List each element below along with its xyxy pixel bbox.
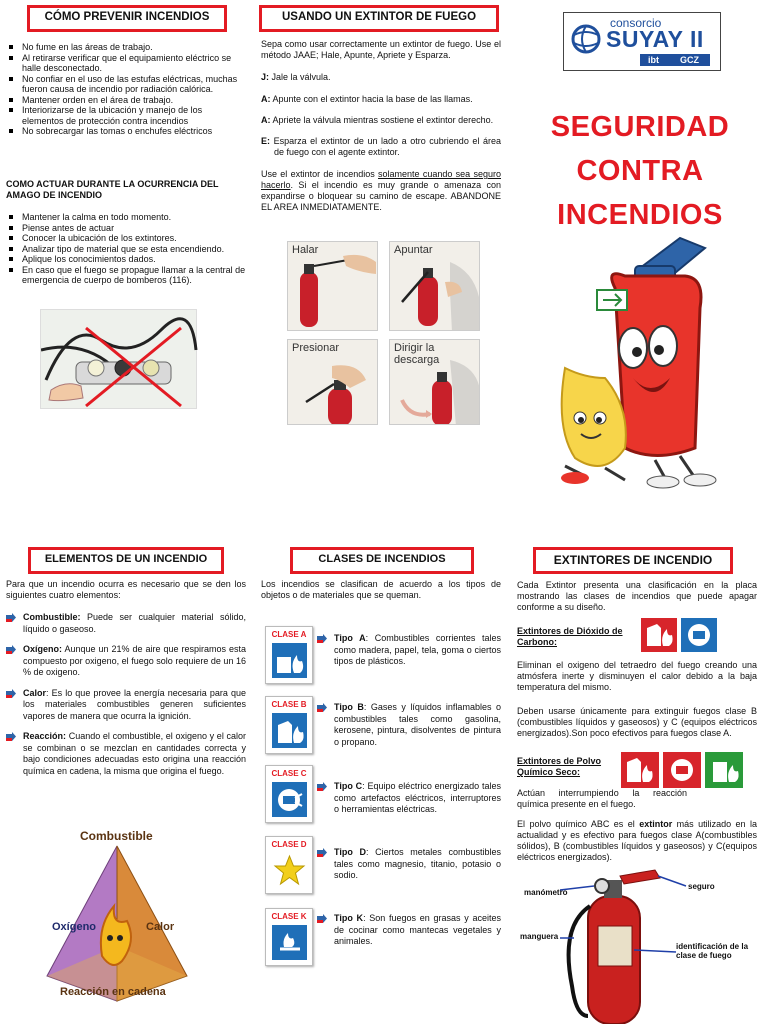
class-text: : Ciertos metales combustibles tales como magnesio, titanio, potasio o sodio.: [334, 847, 501, 880]
list-item: Piense antes de actuar: [6, 223, 246, 234]
arrow-bullet-icon: [317, 914, 327, 923]
class-text: : Combustibles corrientes tales como madera, papel, tela, goma o ciertos tipos de plásticos.: [334, 633, 501, 666]
list-item: Mantener la calma en todo momento.: [6, 212, 246, 223]
class-term: Tipo B: [334, 702, 364, 712]
page-title: [520, 105, 760, 237]
class-c-item: [317, 781, 501, 816]
class-a-item: [317, 633, 501, 668]
class-d-item: [317, 847, 501, 882]
arrow-bullet-icon: [317, 848, 327, 857]
classes-intro: Los incendios se clasifican de acuerdo a los tipos de objetos o de materiales que se queman.: [261, 579, 501, 600]
step-j: [261, 72, 501, 83]
list-item: No fume en las áreas de trabajo.: [6, 42, 246, 53]
photo-pull: [287, 241, 378, 331]
header-prevent-fires: CÓMO PREVENIR INCENDIOS: [27, 5, 227, 32]
photo-caption: Apuntar: [394, 244, 433, 256]
element-term: Reacción:: [23, 731, 67, 741]
prevent-list: [6, 42, 246, 137]
step-e: [261, 136, 501, 158]
list-item: Mantener orden en el área de trabajo.: [6, 95, 246, 106]
tetra-label-fuel: Combustible: [80, 829, 153, 843]
title-line: INCENDIOS: [557, 199, 723, 231]
class-text: : Equipo eléctrico energizado tales como artefactos eléctricos, interruptores o herramientas eléctricas.: [334, 781, 501, 814]
photo-caption: Presionar: [292, 342, 340, 354]
pqs-text-1: Actúan interrumpiendo la reacción química presente en el fuego.: [517, 788, 687, 809]
arrow-bullet-icon: [6, 732, 16, 741]
step-text: Esparza el extintor de un lado a otro cubriendo el área de fuego con el agente extintor.: [270, 136, 501, 157]
step-text: Apriete la válvula mientras sostiene el extintor derecho.: [270, 115, 494, 125]
element-text: Puede ser cualquier material sólido, líquido o gaseoso.: [23, 612, 246, 634]
label-class-id: identificación de la clase de fuego: [676, 942, 749, 960]
fire-tetrahedron-icon: [42, 826, 192, 1004]
elements-list: [6, 612, 246, 786]
arrow-bullet-icon: [317, 634, 327, 643]
class-k-badge: [265, 908, 313, 966]
header-using-extinguisher: USANDO UN EXTINTOR DE FUEGO: [259, 5, 499, 32]
title-line: CONTRA: [576, 155, 704, 187]
pqs-title: Extintores de Polvo Químico Seco:: [517, 756, 602, 777]
arrow-bullet-icon: [6, 689, 16, 698]
co2-class-icons: [641, 618, 719, 652]
class-c-badge: [265, 765, 313, 823]
tetra-label-heat: Calor: [146, 921, 175, 933]
header-fire-elements: ELEMENTOS DE UN INCENDIO: [28, 547, 224, 574]
warning-text: . Si el incendio es muy grande o amenaza con expandirse o bloquear su camino de escape. ABANDONE EL AREA INMEDIATAMENTE.: [261, 180, 501, 212]
class-term: Tipo A: [334, 633, 366, 643]
list-item: [6, 731, 246, 777]
co2-title: Extintores de Dióxido de Carbono:: [517, 626, 623, 647]
list-item: [6, 612, 246, 635]
arrow-bullet-icon: [317, 703, 327, 712]
class-badge-label: CLASE D: [266, 840, 312, 849]
list-item: No confiar en el uso de las estufas eléctricas, muchas fueron causa de incendio por radiación calórica.: [6, 74, 246, 95]
step-a1: [261, 94, 501, 105]
class-badge-label: CLASE B: [266, 700, 312, 709]
list-item: Al retirarse verificar que el equipamiento eléctrico se halle desconectado.: [6, 53, 246, 74]
logo-name: SUYAY II: [606, 26, 704, 52]
step-letter: E:: [261, 136, 270, 146]
list-item: No sobrecargar las tomas o enchufes eléctricos: [6, 126, 246, 137]
class-a-b-c-icons: [621, 752, 744, 788]
arrow-bullet-icon: [317, 782, 327, 791]
class-term: Tipo K: [334, 913, 364, 923]
act-title: COMO ACTUAR DURANTE LA OCURRENCIA DEL AMAGO DE INCENDIO: [6, 179, 219, 200]
header-fire-classes: CLASES DE INCENDIOS: [290, 547, 474, 574]
step-a2: [261, 115, 501, 126]
header-extinguishers: EXTINTORES DE INCENDIO: [533, 547, 733, 574]
logo-consorcio: consorcio: [610, 16, 662, 30]
extinguisher-mascot-icon: [545, 228, 750, 490]
extinguisher-warning: [261, 169, 501, 213]
list-item: Interiorizarse de la ubicación y manejo de los elementos de protección contra incendios: [6, 105, 246, 126]
title-line: SEGURIDAD: [550, 111, 730, 143]
list-item: [6, 644, 246, 679]
photo-sweep: [389, 339, 480, 425]
class-term: Tipo C: [334, 781, 363, 791]
pan-fire-icon: [272, 925, 307, 960]
list-item: Analizar tipo de material que se esta encendiendo.: [6, 244, 246, 255]
elements-intro: Para que un incendio ocurra es necesario que se den los siguientes cuatro elementos:: [6, 579, 246, 600]
class-d-badge: [265, 836, 313, 894]
trash-fire-icon: [272, 643, 307, 678]
pqs-text: más utilizado en la actualidad y es efectivo para fuegos clase A(combustibles sólidos), B (combustibles líquidos y gaseosos) y C(equipos eléctricos energizados).: [517, 819, 757, 862]
class-term: Tipo D: [334, 847, 366, 857]
class-badge-label: CLASE K: [266, 912, 312, 921]
mascot-illustration: [545, 228, 750, 490]
label-hose: manguera: [520, 932, 559, 941]
class-badge-label: CLASE A: [266, 630, 312, 639]
power-strip-icon: [41, 310, 198, 410]
element-term: Combustible:: [23, 612, 81, 622]
warning-underlined: solamente cuando sea seguro hacerlo: [261, 169, 501, 190]
class-badge-label: CLASE C: [266, 769, 312, 778]
co2-text-1: Eliminan el oxigeno del tetraedro del fuego creando una atmósfera inerte y disminuyen el calor debido a la baja temperatura del mismo.: [517, 660, 757, 692]
arrow-bullet-icon: [6, 613, 16, 622]
act-list: [6, 212, 246, 286]
fuel-can-fire-icon: [272, 713, 307, 748]
photo-caption: Halar: [292, 244, 319, 256]
list-item: Conocer la ubicación de los extintores.: [6, 233, 246, 244]
step-text: Jale la válvula.: [269, 72, 331, 82]
photo-squeeze: [287, 339, 378, 425]
class-b-c-icons: [641, 618, 719, 652]
class-k-item: [317, 913, 501, 948]
tetra-label-oxygen: Oxígeno: [52, 921, 97, 933]
class-text: : Son fuegos en grasas y aceites de cocinar como mantecas vegetales y animales.: [334, 913, 501, 946]
star-icon: [272, 853, 307, 888]
step-letter: A:: [261, 94, 271, 104]
list-item: Aplique los conocimientos dados.: [6, 254, 246, 265]
arrow-bullet-icon: [6, 645, 16, 654]
photo-aim: [389, 241, 480, 331]
pqs-text: El polvo químico ABC es el: [517, 819, 640, 829]
list-item: [6, 688, 246, 723]
element-term: Calor: [23, 687, 47, 698]
step-letter: J:: [261, 72, 270, 82]
label-safety-pin: seguro: [688, 882, 715, 891]
element-term: Oxígeno:: [23, 644, 63, 654]
logo-ibt: ibt: [648, 55, 659, 65]
extinguishers-intro: Cada Extintor presenta una clasificación en la placa mostrando las clases de incendios que puede apagar conforme a su diseño.: [517, 580, 757, 612]
extinguisher-intro: Sepa como usar correctamente un extintor de fuego. Use el método JAAE; Hale, Apunte, Apriete y Esparza.: [261, 39, 501, 60]
extinguisher-diagram: [520, 866, 760, 1024]
class-a-badge: [265, 626, 313, 684]
pqs-text-2: [517, 819, 757, 863]
class-b-item: [317, 702, 501, 748]
label-manometer: manómetro: [524, 888, 568, 897]
fire-tetrahedron-diagram: [42, 826, 192, 1004]
class-b-badge: [265, 696, 313, 754]
element-text: : Es lo que provee la energía necesaria para que los materiales combustibles generen suficientes vapores de manera que ocurra la ignición.: [23, 687, 246, 721]
pqs-class-icons: [621, 752, 744, 788]
class-text: : Gases y líquidos inflamables o combustibles tales como gasolina, kerosene, pintura, disolventes de pintura o propano.: [334, 702, 501, 747]
element-text: Cuando el combustible, el oxigeno y el calor se combinan o se mezclan en cantidades correcta y bajo condiciones adecuadas esto origina una reacción química en cadena, la misma que origina el fuego.: [23, 731, 246, 776]
plug-fire-icon: [272, 782, 307, 817]
list-item: En caso que el fuego se propague llamar a la central de emergencia de cuerpo de bomberos (116).: [6, 265, 246, 286]
element-text: Aunque un 21% de aire que respiramos esta compuesto por oxigeno, el fuego solo requiere de un 16 % de oxigeno.: [23, 644, 246, 677]
logo-gcz: GCZ: [680, 55, 699, 65]
step-text: Apunte con el extintor hacia la base de las llamas.: [270, 94, 473, 104]
photo-caption: Dirigir la descarga: [394, 342, 440, 366]
overloaded-outlet-illustration: [40, 309, 197, 409]
logo: [563, 12, 721, 71]
co2-text-2: Deben usarse únicamente para extinguir fuegos clase B (combustibles líquidos y gaseosos) y C (equipos eléctricos energizados).Son poco efectivos para fuegos clase A.: [517, 706, 757, 738]
pqs-bold: extintor: [639, 819, 673, 829]
warning-text: Use el extintor de incendios: [261, 169, 379, 179]
step-letter: A:: [261, 115, 271, 125]
tetra-label-reaction: Reacción en cadena: [60, 986, 166, 998]
